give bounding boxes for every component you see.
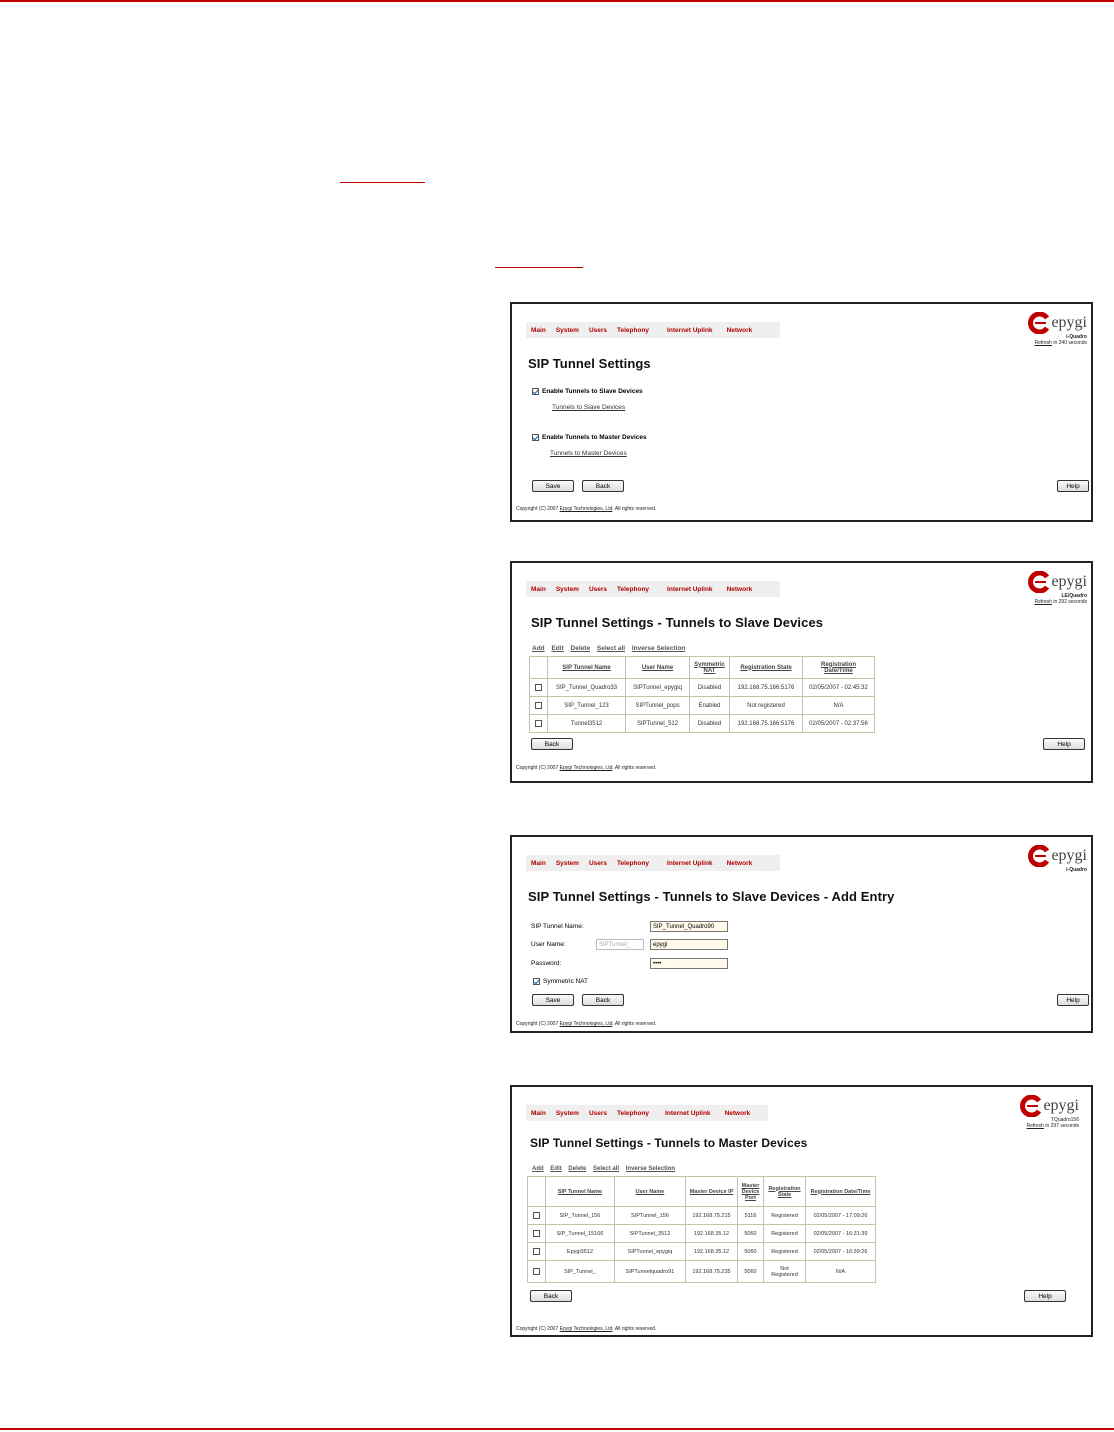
help-button[interactable]: Help [1043, 738, 1085, 750]
cell-master-port: 5060 [738, 1261, 764, 1283]
header-select [530, 657, 548, 679]
nav-telephony[interactable]: Telephony [617, 1109, 650, 1117]
tunnel-name-label: SIP Tunnel Name: [531, 923, 584, 930]
table-row[interactable] [530, 697, 875, 715]
screenshot-tunnels-to-slave-devices [510, 561, 1093, 783]
cell-registration-date: N/A [803, 697, 875, 715]
add-link[interactable]: Add [532, 645, 545, 652]
save-button[interactable]: Save [532, 994, 574, 1006]
save-button[interactable]: Save [532, 480, 574, 492]
copyright-text: Copyright (C) 2007 [516, 1326, 559, 1332]
row-select-cell[interactable] [530, 715, 548, 733]
nav-network[interactable]: Network [726, 859, 753, 867]
cell-master-ip: 192.168.35.12 [686, 1243, 738, 1261]
row-checkbox[interactable] [535, 684, 542, 691]
enable-slave-label: Enable Tunnels to Slave Devices [542, 388, 643, 395]
cell-master-port: 5060 [738, 1225, 764, 1243]
device-model: TQuadro156 [1050, 1117, 1079, 1123]
table-row[interactable] [530, 715, 875, 733]
header-tunnel-name[interactable]: SIP Tunnel Name [546, 1177, 615, 1207]
cell-registration-state: Registered [764, 1207, 806, 1225]
symmetric-nat-label: Symmetric NAT [543, 978, 589, 985]
nav-telephony[interactable]: Telephony [617, 585, 650, 593]
cell-master-ip: 192.168.75.215 [686, 1207, 738, 1225]
nav-network[interactable]: Network [724, 1109, 751, 1117]
cell-symmetric-nat: Enabled [689, 697, 729, 715]
cell-user-name: SIPTunnelquadro91 [614, 1261, 685, 1283]
cell-master-port: 5116 [738, 1207, 764, 1225]
cell-registration-date: N/A [806, 1261, 876, 1283]
row-checkbox[interactable] [535, 702, 542, 709]
page-title: SIP Tunnel Settings - Tunnels to Slave Devices - Add Entry [528, 889, 895, 904]
cell-tunnel-name: SIP_Tunnel_15166 [546, 1225, 615, 1243]
nav-system[interactable]: System [555, 585, 579, 593]
copyright-link[interactable]: Epygi Technologies, Ltd [559, 1021, 613, 1027]
refresh-countdown: in 292 seconds [1053, 599, 1087, 605]
cell-tunnel-name: SIP_Tunnel_Quadro33 [548, 679, 626, 697]
copyright-suffix: . All rights reserved. [612, 1021, 657, 1027]
device-model: i-Quadro [1066, 334, 1087, 340]
header-master-port[interactable]: Master Device Port [738, 1177, 764, 1207]
refresh-countdown: in 297 seconds [1045, 1123, 1079, 1129]
edit-link[interactable]: Edit [550, 1166, 562, 1172]
nav-network[interactable]: Network [726, 585, 753, 593]
table-row[interactable] [528, 1225, 876, 1243]
nav-main[interactable]: Main [531, 859, 546, 867]
symmetric-nat-checkbox[interactable] [533, 978, 540, 985]
copyright [516, 506, 656, 512]
nav-users[interactable]: Users [588, 859, 608, 867]
epygi-logo [1028, 571, 1087, 605]
refresh-link[interactable]: Refresh [1034, 340, 1052, 346]
enable-slave-checkbox[interactable] [532, 388, 539, 395]
cell-master-port: 5060 [738, 1243, 764, 1261]
row-select-cell[interactable] [528, 1225, 546, 1243]
nav-telephony[interactable]: Telephony [617, 326, 650, 334]
copyright-link[interactable]: Epygi Technologies, Ltd [559, 765, 613, 771]
header-registration-state[interactable]: Registration State [729, 657, 802, 679]
table-header-row [530, 657, 875, 679]
header-user-name[interactable]: User Name [626, 657, 690, 679]
refresh-countdown: in 240 seconds [1053, 340, 1087, 346]
epygi-logo-icon [1020, 1095, 1042, 1117]
inverse-selection-link[interactable]: Inverse Selection [625, 1166, 676, 1172]
table-row[interactable] [528, 1243, 876, 1261]
nav-internet-uplink[interactable]: Internet Uplink [667, 585, 713, 593]
cell-registration-date: 02/05/2007 - 02:37:56 [803, 715, 875, 733]
nav-users[interactable]: Users [588, 585, 608, 593]
nav-main[interactable]: Main [531, 326, 546, 334]
back-button[interactable]: Back [582, 480, 624, 492]
password-label: Password: [531, 960, 562, 967]
header-registration-state[interactable]: Registration State [764, 1177, 806, 1207]
slave-devices-link[interactable]: Tunnels to Slave Devices [552, 404, 626, 411]
header-select [528, 1177, 546, 1207]
cell-tunnel-name: SIP_Tunnel_156 [546, 1207, 615, 1225]
page-title: SIP Tunnel Settings [528, 356, 651, 371]
enable-master-label: Enable Tunnels to Master Devices [542, 434, 647, 441]
copyright-suffix: . All rights reserved. [612, 765, 657, 771]
delete-link[interactable]: Delete [568, 1166, 587, 1172]
copyright-suffix: . All rights reserved. [612, 506, 657, 512]
back-button[interactable]: Back [530, 1290, 572, 1302]
help-button[interactable]: Help [1057, 994, 1089, 1006]
cell-master-ip: 192.168.35.12 [686, 1225, 738, 1243]
cell-user-name: SIPTunnel_3512 [614, 1225, 685, 1243]
row-checkbox[interactable] [533, 1230, 540, 1237]
refresh-status [1020, 1123, 1079, 1129]
nav-bar [526, 322, 780, 338]
nav-internet-uplink[interactable]: Internet Uplink [665, 1109, 711, 1117]
refresh-link[interactable]: Refresh [1034, 599, 1052, 605]
cell-user-name: SIPTunnel_pops [626, 697, 690, 715]
header-symmetric-nat[interactable]: Symmetric NAT [689, 657, 729, 679]
table-row[interactable] [530, 679, 875, 697]
action-links [532, 645, 690, 652]
row-select-cell[interactable] [528, 1243, 546, 1261]
body-link-underline-1[interactable] [340, 182, 425, 183]
nav-system[interactable]: System [555, 1109, 579, 1117]
header-tunnel-name[interactable]: SIP Tunnel Name [548, 657, 626, 679]
nav-bar [526, 1105, 768, 1121]
help-button[interactable]: Help [1057, 480, 1089, 492]
row-select-cell[interactable] [528, 1207, 546, 1225]
add-link[interactable]: Add [532, 1166, 544, 1172]
logo-brand: epygi [1051, 847, 1087, 864]
copyright [516, 1326, 656, 1332]
screenshot-sip-tunnel-settings [510, 302, 1093, 522]
row-select-cell[interactable] [530, 697, 548, 715]
cell-registration-date: 02/05/2007 - 02:45:32 [803, 679, 875, 697]
cell-registration-state: Not Registered [764, 1261, 806, 1283]
screenshot-add-entry [510, 835, 1093, 1033]
slave-tunnels-table [529, 656, 875, 733]
epygi-logo [1020, 1095, 1079, 1129]
cell-tunnel-name: SIP_Tunnel_123 [548, 697, 626, 715]
copyright-link[interactable]: Epygi Technologies, Ltd [559, 506, 613, 512]
cell-symmetric-nat: Disabled [689, 715, 729, 733]
top-rule [0, 0, 1114, 2]
copyright [516, 1021, 656, 1027]
nav-users[interactable]: Users [588, 326, 608, 334]
nav-main[interactable]: Main [531, 585, 546, 593]
copyright-text: Copyright (C) 2007 [516, 506, 559, 512]
nav-internet-uplink[interactable]: Internet Uplink [667, 326, 713, 334]
symmetric-nat-option[interactable] [533, 978, 588, 985]
cell-tunnel-name: SIP_Tunnel_ [546, 1261, 615, 1283]
header-user-name[interactable]: User Name [614, 1177, 685, 1207]
row-checkbox[interactable] [535, 720, 542, 727]
cell-user-name: SIPTunnel_156 [614, 1207, 685, 1225]
master-devices-link[interactable]: Tunnels to Master Devices [550, 450, 627, 457]
cell-user-name: SIPTunnel_epygiq [614, 1243, 685, 1261]
select-all-link[interactable]: Select all [596, 645, 626, 652]
table-row[interactable] [528, 1207, 876, 1225]
row-checkbox[interactable] [533, 1212, 540, 1219]
cell-registration-date: 02/05/2007 - 16:31:39 [806, 1225, 876, 1243]
row-checkbox[interactable] [533, 1248, 540, 1255]
bottom-rule [0, 1428, 1114, 1430]
epygi-logo [1028, 845, 1087, 873]
nav-system[interactable]: System [555, 859, 579, 867]
cell-registration-state: Registered [764, 1243, 806, 1261]
logo-brand: epygi [1051, 573, 1087, 590]
logo-brand: epygi [1051, 314, 1087, 331]
refresh-status [1028, 340, 1087, 346]
delete-link[interactable]: Delete [570, 645, 591, 652]
edit-link[interactable]: Edit [551, 645, 564, 652]
copyright [516, 765, 656, 771]
copyright-link[interactable]: Epygi Technologies, Ltd [559, 1326, 613, 1332]
epygi-logo [1028, 312, 1087, 346]
cell-tunnel-name: Tunnel3512 [548, 715, 626, 733]
user-name-input[interactable]: epygi [650, 939, 728, 950]
epygi-logo-icon [1028, 845, 1050, 867]
tunnel-name-input[interactable]: SIP_Tunnel_Quadro90 [650, 921, 728, 932]
table-row[interactable] [528, 1261, 876, 1283]
password-input[interactable]: •••• [650, 958, 728, 969]
nav-system[interactable]: System [555, 326, 579, 334]
enable-slave-tunnels[interactable] [532, 388, 643, 395]
cell-registration-date: 02/05/2007 - 17:09:26 [806, 1207, 876, 1225]
row-checkbox[interactable] [533, 1268, 540, 1275]
logo-brand: epygi [1043, 1097, 1079, 1114]
cell-registration-state: 192.168.75.166:5176 [729, 679, 802, 697]
cell-registration-state: 192.168.75.166:5176 [729, 715, 802, 733]
nav-bar [526, 855, 780, 871]
nav-network[interactable]: Network [726, 326, 753, 334]
nav-main[interactable]: Main [531, 1109, 546, 1117]
back-button[interactable]: Back [582, 994, 624, 1006]
nav-users[interactable]: Users [588, 1109, 608, 1117]
master-tunnels-table [527, 1176, 876, 1283]
header-registration-date[interactable]: Registration Date/Time [806, 1177, 876, 1207]
back-button[interactable]: Back [531, 738, 573, 750]
screenshot-tunnels-to-master-devices [510, 1085, 1093, 1337]
row-select-cell[interactable] [528, 1261, 546, 1283]
copyright-text: Copyright (C) 2007 [516, 1021, 559, 1027]
cell-tunnel-name: Epygi3512 [546, 1243, 615, 1261]
nav-telephony[interactable]: Telephony [617, 859, 650, 867]
page-title: SIP Tunnel Settings - Tunnels to Master Devices [530, 1136, 808, 1150]
cell-registration-state: Not registered [729, 697, 802, 715]
user-name-prefix: SIPTunnel_ [596, 939, 644, 950]
header-registration-date[interactable]: Registration Date/Time [803, 657, 875, 679]
body-link-underline-2[interactable] [495, 267, 583, 268]
header-master-ip[interactable]: Master Device IP [686, 1177, 738, 1207]
enable-master-tunnels[interactable] [532, 434, 647, 441]
epygi-logo-icon [1028, 571, 1050, 593]
cell-master-ip: 192.168.75.235 [686, 1261, 738, 1283]
row-select-cell[interactable] [530, 679, 548, 697]
cell-user-name: SIPTunnel_512 [626, 715, 690, 733]
cell-user-name: SIPTunnel_epygiq [626, 679, 690, 697]
copyright-suffix: . All rights reserved. [612, 1326, 657, 1332]
table-header-row [528, 1177, 876, 1207]
epygi-logo-icon [1028, 312, 1050, 334]
cell-symmetric-nat: Disabled [689, 679, 729, 697]
nav-bar [526, 581, 780, 597]
cell-registration-state: Registered [764, 1225, 806, 1243]
action-links [532, 1166, 680, 1172]
copyright-text: Copyright (C) 2007 [516, 765, 559, 771]
device-model: LE/Quadro [1061, 593, 1087, 599]
refresh-status [1028, 599, 1087, 605]
user-name-label: User Name: [531, 941, 566, 948]
cell-registration-date: 02/05/2007 - 16:39:26 [806, 1243, 876, 1261]
device-model: i-Quadro [1066, 867, 1087, 873]
nav-internet-uplink[interactable]: Internet Uplink [667, 859, 713, 867]
inverse-selection-link[interactable]: Inverse Selection [631, 645, 686, 652]
page-title: SIP Tunnel Settings - Tunnels to Slave Devices [531, 615, 824, 630]
help-button[interactable]: Help [1024, 1290, 1066, 1302]
refresh-link[interactable]: Refresh [1026, 1123, 1044, 1129]
select-all-link[interactable]: Select all [593, 1166, 620, 1172]
enable-master-checkbox[interactable] [532, 434, 539, 441]
